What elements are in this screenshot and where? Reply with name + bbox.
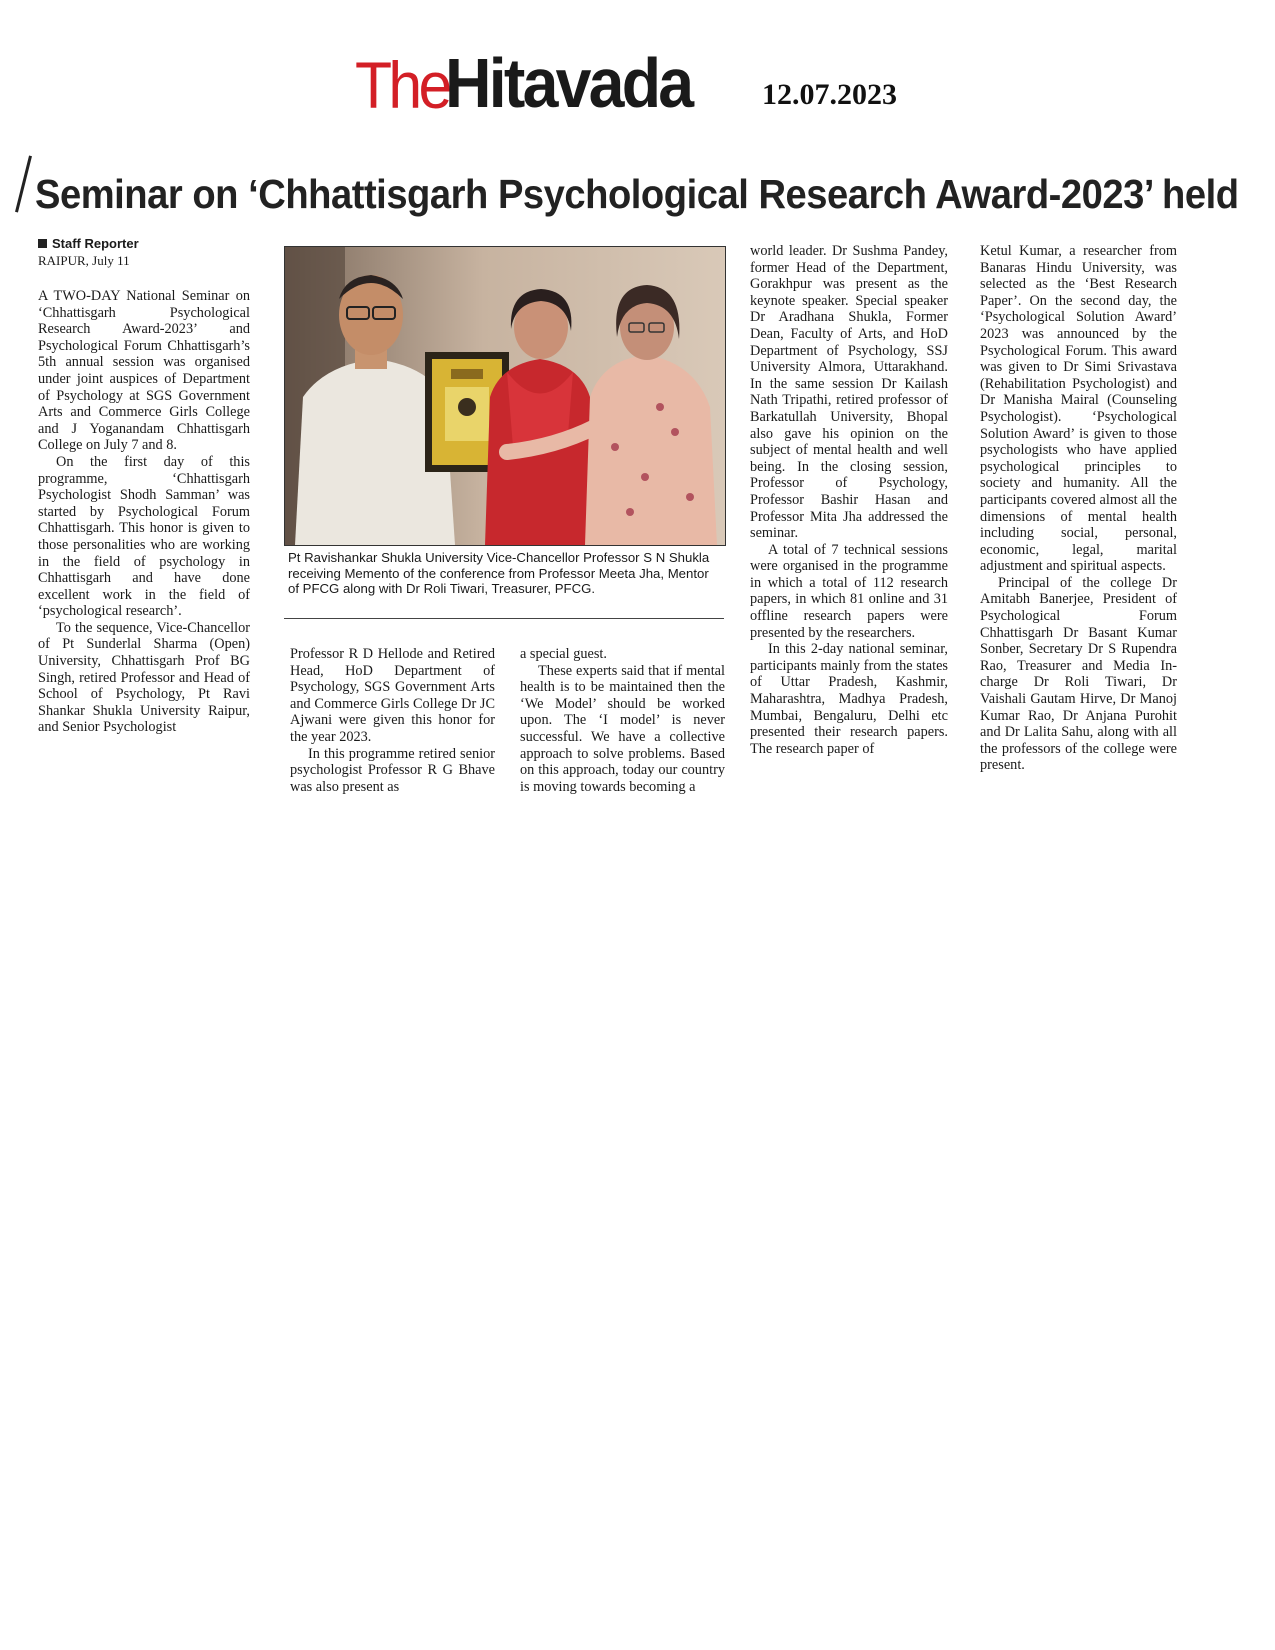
headline-pen-mark: [15, 155, 32, 212]
article-column-4: [750, 243, 948, 757]
paragraph: In this 2-day national seminar, participants mainly from the states of Uttar Pradesh, Kashmir, Maharashtra, Madhya Pradesh, Mumbai, Bengaluru, Delhi etc presented their research papers. The research paper of: [750, 641, 948, 757]
caption-divider: [284, 618, 724, 619]
paragraph: Principal of the college Dr Amitabh Banerjee, President of Psychological Forum Chhattisgarh Dr Basant Kumar Sonber, Secretary Dr S Rupendra Rao, Treasurer and Media In-charge Dr Roli Tiwari, Dr Vaishali Gautam Hirve, Dr Manoj Kumar Rao, Dr Anjana Purohit and Dr Lalita Sahu, along with all the professors of the college were present.: [980, 574, 1177, 774]
article-column-3: [520, 646, 725, 795]
paragraph: A total of 7 technical sessions were organised in the programme in which a total of 112 research papers, in which 81 online and 31 offline research papers were presented by the researchers.: [750, 541, 948, 641]
paragraph: world leader. Dr Sushma Pandey, former Head of the Department, Gorakhpur was present as the keynote speaker. Special speaker Dr Aradhana Shukla, Former Dean, Faculty of Arts, and HoD Department of Psychology, SSJ University Almora, Uttarakhand. In the same session Dr Kailash Nath Tripathi, retired professor of Barkatullah University, Bhopal also gave his opinion on the subject of mental health and well being. In the closing session, Professor of Psychology, Professor Bashir Hasan and Professor Mita Jha addressed the seminar.: [750, 243, 948, 542]
article-column-1: [38, 288, 250, 736]
paragraph: a special guest.: [520, 646, 607, 662]
dateline: RAIPUR, July 11: [38, 253, 130, 268]
byline-square-icon: [38, 239, 47, 248]
article-column-2: [290, 646, 495, 795]
paragraph: On the first day of this programme, ‘Chhattisgarh Psychologist Shodh Samman’ was started by Psychological Forum Chhattisgarh. This honor is given to those personalities who are working in the field of psychology in Chhattisgarh and have done excellent work in the field of ‘psychological research’.: [38, 453, 250, 620]
paragraph: Ketul Kumar, a researcher from Banaras Hindu University, was selected as the ‘Best Research Paper’. On the second day, the ‘Psychological Solution Award’ 2023 was announced by the Psychological Forum. This award was given to Dr Simi Srivastava (Rehabilitation Psychologist) and Dr Manisha Mairal (Counseling Psychologist). ‘Psychological Solution Award’ is given to those psychologists who have applied psychological principles to society and humanity. All the participants covered almost all the dimensions of mental health including social, personal, economic, legal, marital adjustment and spiritual aspects.: [980, 243, 1177, 575]
paragraph: A TWO-DAY National Seminar on ‘Chhattisgarh Psychological Research Award-2023’ and Psychological Forum Chhattisgarh’s 5th annual session was organised under joint auspices of Department of Psychology at SGS Government Arts and Commerce Girls College and J Yoganandam Chhattisgarh College on July 7 and 8.: [38, 288, 250, 454]
article-headline: Seminar on ‘Chhattisgarh Psychological Research Award-2023’ held: [35, 171, 1239, 217]
photo-illustration: [285, 247, 725, 545]
byline: [38, 236, 139, 251]
paragraph: Professor R D Hellode and Retired Head, HoD Department of Psychology, SGS Government Arts and Commerce Girls College Dr JC Ajwani were given this honor for the year 2023.: [290, 646, 495, 745]
paragraph: These experts said that if mental health is to be maintained then the ‘We Model’ should be worked upon. The ‘I model’ is never successful. We have a collective approach to solve problems. Based on this approach, today our country is moving towards becoming a: [520, 662, 725, 795]
byline-text: Staff Reporter: [52, 236, 139, 251]
paragraph: To the sequence, Vice-Chancellor of Pt Sunderlal Sharma (Open) University, Chhattisgarh Prof BG Singh, retired Professor and Head of School of Psychology, Pt Ravi Shankar Shukla University Raipur, and Senior Psychologist: [38, 619, 250, 736]
article-photo: [284, 246, 726, 546]
publication-date: 12.07.2023: [762, 78, 897, 111]
paragraph: In this programme retired senior psychologist Professor R G Bhave was also present as: [290, 745, 495, 795]
masthead-logo-the: The: [355, 48, 449, 122]
masthead-logo-hitavada: Hitavada: [444, 44, 692, 122]
newspaper-masthead: [355, 28, 713, 122]
photo-caption: Pt Ravishankar Shukla University Vice-Chancellor Professor S N Shukla receiving Memento of the conference from Professor Meeta Jha, Mentor of PFCG along with Dr Roli Tiwari, Treasurer, PFCG.: [288, 550, 710, 596]
article-column-5: [980, 243, 1177, 774]
